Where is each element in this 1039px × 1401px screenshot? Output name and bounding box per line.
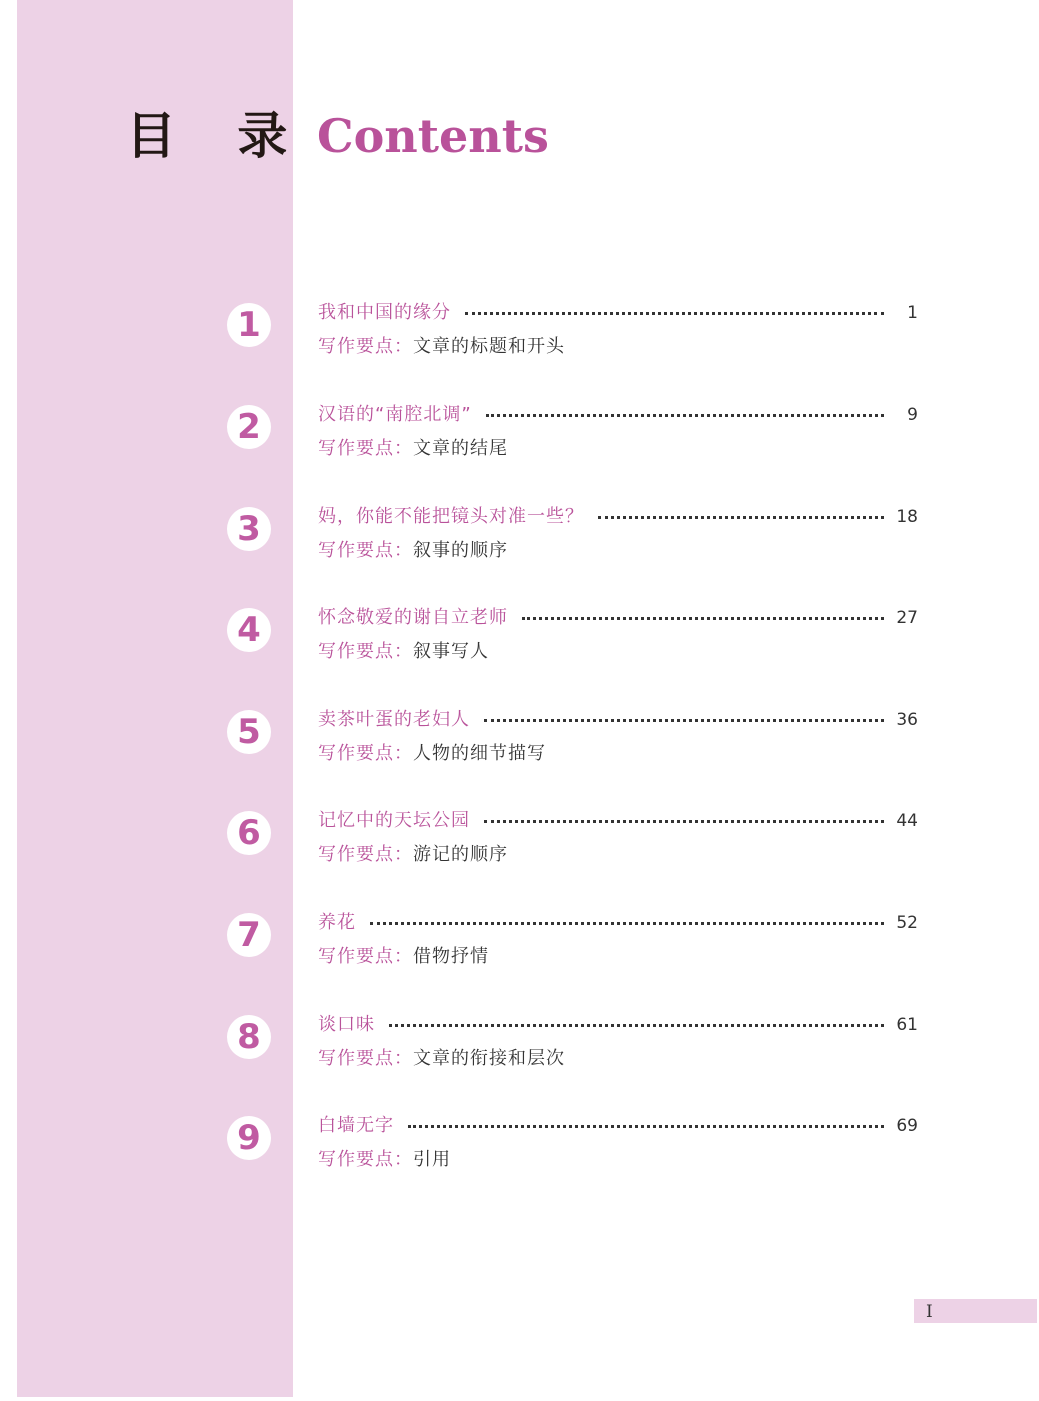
- writing-point-value: 借物抒情: [413, 946, 489, 967]
- toc-title-row: [318, 1112, 918, 1140]
- toc-title-row: [318, 503, 918, 531]
- writing-point-colon: ：: [394, 1149, 413, 1170]
- writing-point-colon: ：: [394, 540, 413, 561]
- writing-point-colon: ：: [394, 1048, 413, 1069]
- writing-point-colon: ：: [394, 336, 413, 357]
- toc-title-row: [318, 1011, 918, 1039]
- writing-point-colon: ：: [394, 438, 413, 459]
- writing-point-line: [318, 435, 508, 463]
- toc-entry[interactable]: [0, 810, 1039, 921]
- page-number: 27: [896, 608, 918, 628]
- page-number: 9: [907, 405, 918, 425]
- page-number: 61: [896, 1015, 918, 1035]
- writing-point-value: 文章的结尾: [413, 438, 508, 459]
- writing-point-line: [318, 943, 489, 971]
- chapter-number-badge: 1: [227, 303, 271, 347]
- page-number: 36: [896, 710, 918, 730]
- writing-point-label: 写作要点: [318, 540, 394, 561]
- toc-entry[interactable]: [0, 709, 1039, 820]
- chapter-title-link[interactable]: 卖茶叶蛋的老妇人: [318, 709, 470, 730]
- writing-point-label: 写作要点: [318, 844, 394, 865]
- chapter-title-link[interactable]: 妈，你能不能把镜头对准一些？: [318, 506, 584, 527]
- chapter-title-link[interactable]: 记忆中的天坛公园: [318, 810, 470, 831]
- page-number: 18: [896, 507, 918, 527]
- page-number-tab: [914, 1299, 1037, 1323]
- writing-point-value: 叙事的顺序: [413, 540, 508, 561]
- dot-leader: [484, 719, 884, 722]
- chapter-title-link[interactable]: 汉语的“南腔北调”: [318, 404, 472, 425]
- chapter-title-link[interactable]: 养花: [318, 912, 356, 933]
- toc-entry[interactable]: [0, 506, 1039, 617]
- page-title-english: Contents: [317, 109, 549, 163]
- toc-entry[interactable]: [0, 302, 1039, 413]
- toc-title-row: [318, 604, 918, 632]
- dot-leader: [484, 820, 884, 823]
- toc-entry[interactable]: [0, 1014, 1039, 1125]
- toc-entry[interactable]: [0, 607, 1039, 718]
- writing-point-value: 文章的标题和开头: [413, 336, 565, 357]
- writing-point-label: 写作要点: [318, 336, 394, 357]
- roman-page-number: I: [926, 1302, 933, 1322]
- chapter-number-badge: 3: [227, 507, 271, 551]
- chapter-title-link[interactable]: 谈口味: [318, 1014, 375, 1035]
- chapter-number-badge: 5: [227, 710, 271, 754]
- page-number: 52: [896, 913, 918, 933]
- toc-title-row: [318, 401, 918, 429]
- writing-point-colon: ：: [394, 743, 413, 764]
- toc-entry[interactable]: [0, 912, 1039, 1023]
- chapter-number-badge: 2: [227, 405, 271, 449]
- writing-point-line: [318, 1045, 565, 1073]
- page-number: 69: [896, 1116, 918, 1136]
- writing-point-line: [318, 1146, 451, 1174]
- dot-leader: [465, 312, 884, 315]
- dot-leader: [370, 922, 884, 925]
- writing-point-value: 文章的衔接和层次: [413, 1048, 565, 1069]
- dot-leader: [598, 516, 884, 519]
- toc-title-row: [318, 299, 918, 327]
- writing-point-label: 写作要点: [318, 946, 394, 967]
- writing-point-value: 叙事写人: [413, 641, 489, 662]
- dot-leader: [389, 1024, 884, 1027]
- writing-point-label: 写作要点: [318, 743, 394, 764]
- writing-point-line: [318, 333, 565, 361]
- toc-entry[interactable]: [0, 1115, 1039, 1226]
- chapter-title-link[interactable]: 我和中国的缘分: [318, 302, 451, 323]
- chapter-number-badge: 8: [227, 1015, 271, 1059]
- writing-point-value: 引用: [413, 1149, 451, 1170]
- writing-point-value: 人物的细节描写: [413, 743, 546, 764]
- chapter-number-badge: 6: [227, 811, 271, 855]
- writing-point-line: [318, 638, 489, 666]
- chapter-number-badge: 4: [227, 608, 271, 652]
- chapter-title-link[interactable]: 白墙无字: [318, 1115, 394, 1136]
- toc-title-row: [318, 706, 918, 734]
- dot-leader: [486, 414, 884, 417]
- dot-leader: [522, 617, 884, 620]
- writing-point-label: 写作要点: [318, 1048, 394, 1069]
- writing-point-value: 游记的顺序: [413, 844, 508, 865]
- writing-point-line: [318, 841, 508, 869]
- writing-point-label: 写作要点: [318, 438, 394, 459]
- writing-point-colon: ：: [394, 641, 413, 662]
- page-title-chinese: 目 录: [126, 107, 310, 165]
- page-number: 1: [907, 303, 918, 323]
- writing-point-colon: ：: [394, 844, 413, 865]
- chapter-title-link[interactable]: 怀念敬爱的谢自立老师: [318, 607, 508, 628]
- writing-point-label: 写作要点: [318, 641, 394, 662]
- toc-title-row: [318, 909, 918, 937]
- writing-point-colon: ：: [394, 946, 413, 967]
- toc-title-row: [318, 807, 918, 835]
- writing-point-line: [318, 740, 546, 768]
- dot-leader: [408, 1125, 884, 1128]
- toc-entry[interactable]: [0, 404, 1039, 515]
- chapter-number-badge: 9: [227, 1116, 271, 1160]
- chapter-number-badge: 7: [227, 913, 271, 957]
- writing-point-label: 写作要点: [318, 1149, 394, 1170]
- writing-point-line: [318, 537, 508, 565]
- page-number: 44: [896, 811, 918, 831]
